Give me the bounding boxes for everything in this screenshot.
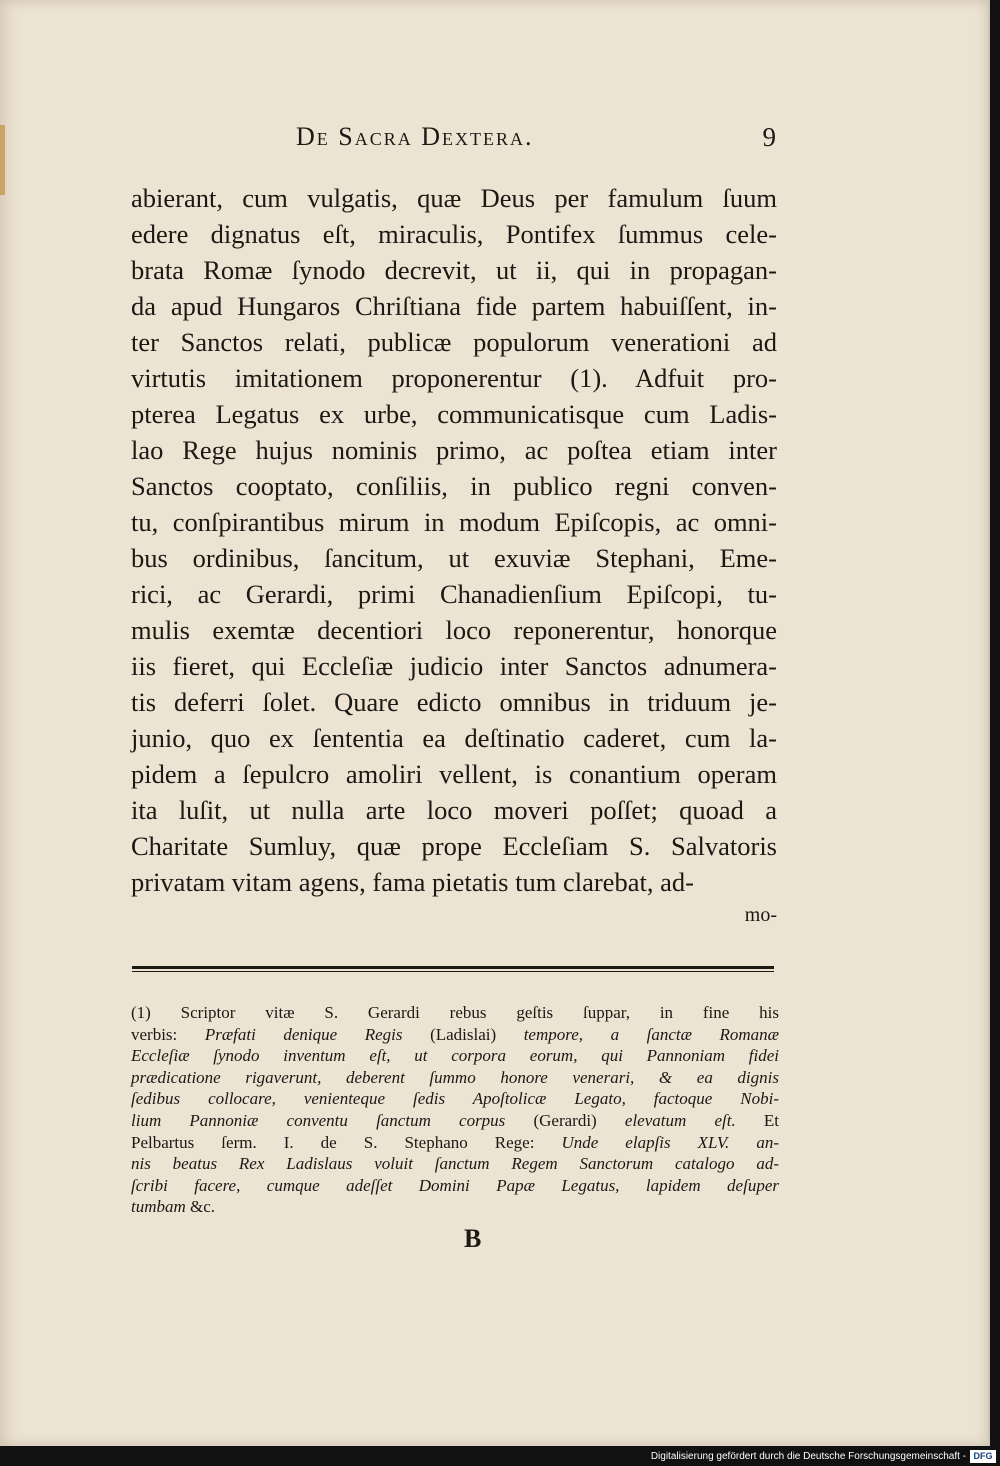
footnote-line — [131, 1045, 779, 1067]
footnote-rule-thin — [132, 971, 774, 972]
text-line: ita luſit, ut nulla arte loco moveri poſſet; quoad a — [131, 795, 777, 825]
text-line: junio, quo ex ſententia ea deſtinatio caderet, cum la- — [131, 723, 777, 753]
footnote-segment: Pelbartus ſerm. I. de S. Stephano Rege: — [131, 1132, 562, 1152]
footnote-italic-segment: tempore, a ſanctæ Romanæ — [523, 1024, 779, 1044]
footnote-italic-segment: Præfati denique Regis — [204, 1024, 431, 1044]
text-line: privatam vitam agens, fama pietatis tum clarebat, ad- — [131, 867, 694, 897]
footnote-segment: (Ladislai) — [430, 1024, 524, 1044]
footnote-line — [131, 1067, 779, 1089]
text-line: bus ordinibus, ſancitum, ut exuviæ Stephani, Eme- — [131, 543, 777, 573]
footnote-line — [131, 1175, 779, 1197]
text-line: edere dignatus eſt, miraculis, Pontifex ſummus cele- — [131, 219, 777, 249]
text-line: virtutis imitationem proponerentur (1). Adfuit pro- — [131, 363, 777, 393]
catchword: mo- — [744, 904, 777, 926]
dfg-logo: DFG — [970, 1450, 996, 1463]
main-text — [131, 180, 777, 930]
footnote-italic-segment: ſedibus collocare, venienteque ſedis Apoſtolicæ Legato, factoque Nobi- — [131, 1089, 779, 1109]
footnote-line — [131, 1153, 779, 1175]
text-line: iis fieret, qui Eccleſiæ judicio inter Sanctos adnumera- — [131, 651, 777, 681]
text-line: tis deferri ſolet. Quare edicto omnibus in triduum je- — [131, 687, 777, 717]
text-line: abierant, cum vulgatis, quæ Deus per famulum ſuum — [131, 183, 777, 213]
text-line: lao Rege hujus nominis primo, ac poſtea etiam inter — [131, 435, 777, 465]
signature-mark: B — [464, 1224, 482, 1253]
footnote-italic-segment: lium Pannoniæ conventu ſanctum corpus — [131, 1110, 534, 1130]
footnote-segment: (Gerardi) — [533, 1110, 625, 1130]
footnote-italic-segment: Eccleſiæ ſynodo inventum eſt, ut corpora eorum, qui Pannoniam fidei — [131, 1046, 779, 1066]
page-number: 9 — [762, 122, 776, 152]
text-line: Sanctos cooptato, conſiliis, in publico regni conven- — [131, 471, 777, 501]
footnote-segment: &c. — [190, 1197, 216, 1217]
footnote-line — [131, 1024, 779, 1046]
text-line: pterea Legatus ex urbe, communicatisque cum Ladis- — [131, 399, 777, 429]
text-line: mulis exemtæ decentiori loco reponerentur, honorque — [131, 615, 777, 645]
footnote-italic-segment: ſcribi facere, cumque adeſſet Domini Papæ Legatus, lapidem deſuper — [131, 1175, 779, 1195]
footnote — [131, 1002, 779, 1218]
text-line: ter Sanctos relati, publicæ populorum venerationi ad — [131, 327, 777, 357]
digitization-credit: Digitalisierung gefördert durch die Deutsche Forschungsgemeinschaft - — [650, 1451, 966, 1462]
text-line: brata Romæ ſynodo decrevit, ut ii, qui in propagan- — [131, 255, 777, 285]
footnote-segment: Et — [763, 1110, 779, 1130]
footnote-italic-segment: Unde elapſis XLV. an- — [561, 1132, 779, 1152]
binding-edge — [0, 125, 5, 195]
text-line: pidem a ſepulcro amoliri vellent, is conantium operam — [131, 759, 777, 789]
footnote-line — [131, 1088, 779, 1110]
footnote-line — [131, 1196, 779, 1218]
footnote-line — [131, 1002, 779, 1024]
text-line: tu, conſpirantibus mirum in modum Epiſcopis, ac omni- — [131, 507, 777, 537]
footnote-italic-segment: nis beatus Rex Ladislaus voluit ſanctum Regem Sanctorum catalogo ad- — [131, 1154, 779, 1174]
footnote-segment: verbis: — [131, 1024, 205, 1044]
footnote-line — [131, 1110, 779, 1132]
footnote-line — [131, 1132, 779, 1154]
text-line: rici, ac Gerardi, primi Chanadienſium Epiſcopi, tu- — [131, 579, 777, 609]
text-line: da apud Hungaros Chriſtiana fide partem habuiſſent, in- — [131, 291, 777, 321]
footnote-rule — [132, 966, 774, 969]
footnote-italic-segment: elevatum eſt. — [624, 1110, 764, 1130]
footnote-italic-segment: prædicatione rigaverunt, deberent ſummo honore venerari, & ea dignis — [131, 1067, 779, 1087]
page-header — [296, 122, 776, 162]
footnote-segment: (1) Scriptor vitæ S. Gerardi rebus geſtis ſuppar, in fine his — [131, 1003, 779, 1022]
running-title: De Sacra Dextera. — [296, 122, 534, 151]
footnote-italic-segment: tumbam — [131, 1197, 191, 1217]
text-line: Charitate Sumluy, quæ prope Eccleſiam S. Salvatoris — [131, 831, 777, 861]
